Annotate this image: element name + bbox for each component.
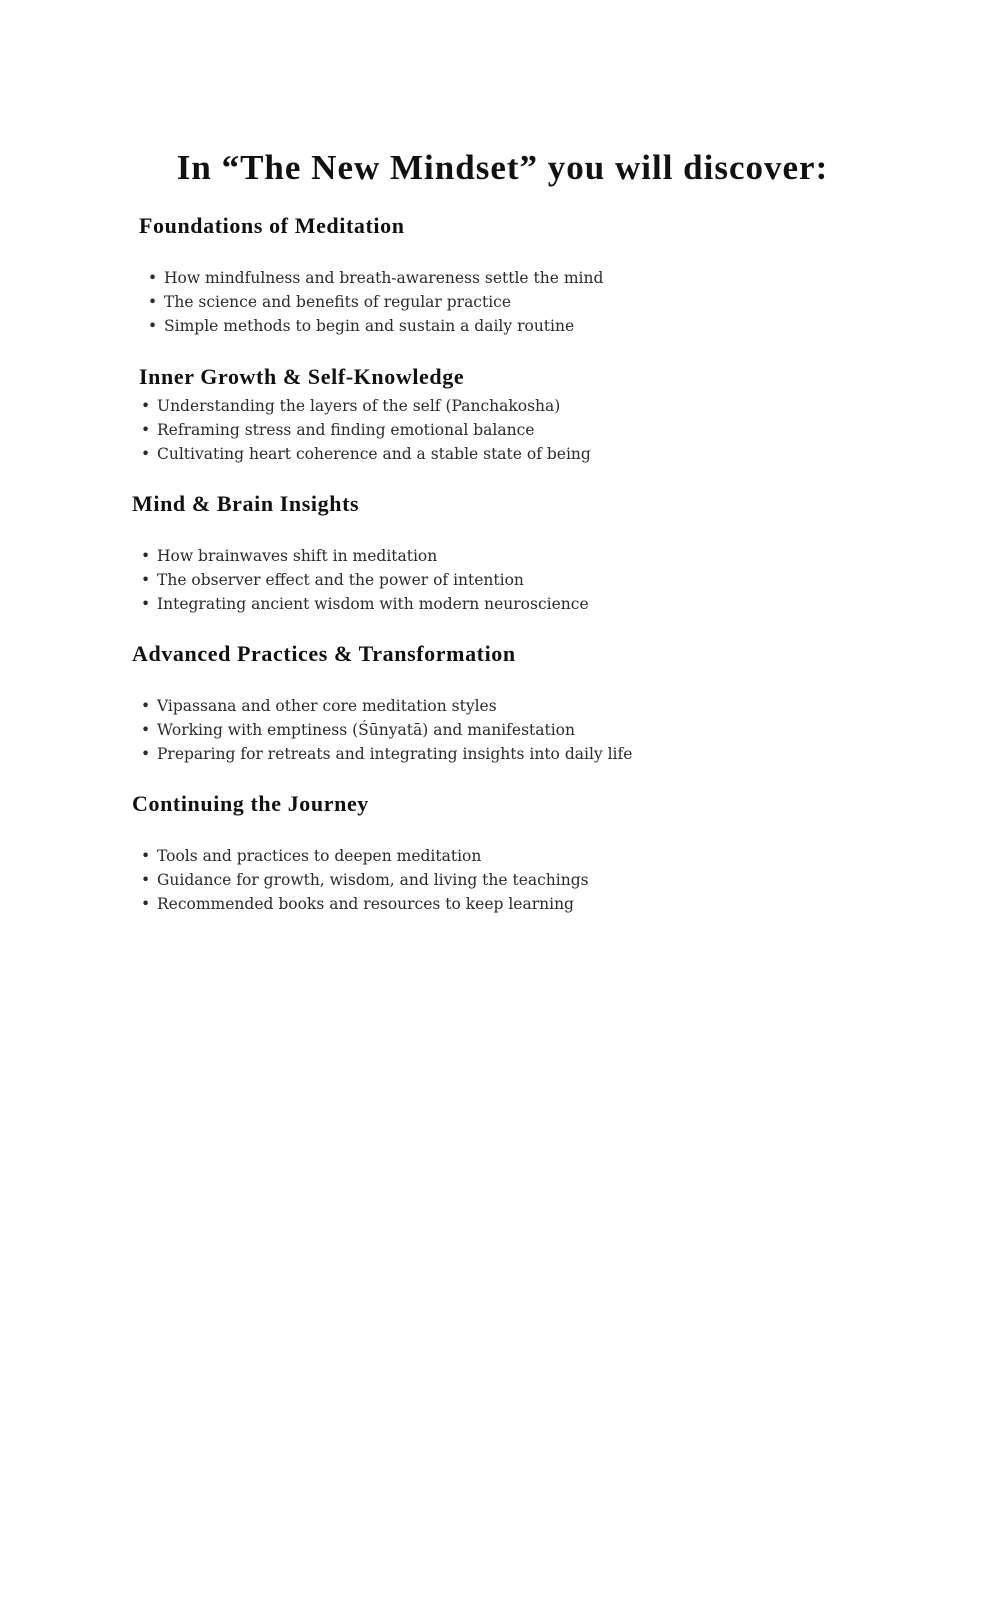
bullet-list bbox=[139, 694, 632, 766]
list-item: • Working with emptiness (Śūnyatā) and manifestation bbox=[139, 718, 632, 742]
section-heading: Inner Growth & Self-Knowledge bbox=[139, 364, 465, 389]
bullet-list bbox=[139, 544, 589, 616]
section-continuing-the-journey bbox=[132, 790, 589, 916]
list-item: • Guidance for growth, wisdom, and living the teachings bbox=[139, 868, 589, 892]
list-item: • Vipassana and other core meditation styles bbox=[139, 694, 632, 718]
section-inner-growth bbox=[139, 363, 591, 466]
page-title: In “The New Mindset” you will discover: bbox=[176, 148, 829, 187]
list-item: • Integrating ancient wisdom with modern neuroscience bbox=[139, 592, 589, 616]
section-heading: Foundations of Meditation bbox=[139, 213, 405, 238]
list-item: • Preparing for retreats and integrating insights into daily life bbox=[139, 742, 632, 766]
list-item: • Recommended books and resources to keep learning bbox=[139, 892, 589, 916]
section-heading: Continuing the Journey bbox=[132, 791, 369, 816]
list-item: • Cultivating heart coherence and a stable state of being bbox=[139, 442, 591, 466]
list-item: • How mindfulness and breath-awareness settle the mind bbox=[146, 266, 603, 290]
list-item: • How brainwaves shift in meditation bbox=[139, 544, 589, 568]
list-item: • Understanding the layers of the self (Panchakosha) bbox=[139, 394, 591, 418]
section-advanced-practices bbox=[132, 640, 632, 766]
section-foundations-of-meditation bbox=[139, 212, 603, 338]
section-mind-brain-insights bbox=[132, 490, 589, 616]
section-heading: Advanced Practices & Transformation bbox=[132, 641, 516, 666]
list-item: • Tools and practices to deepen meditation bbox=[139, 844, 589, 868]
bullet-list bbox=[146, 266, 603, 338]
section-heading: Mind & Brain Insights bbox=[132, 491, 360, 516]
list-item: • Simple methods to begin and sustain a daily routine bbox=[146, 314, 603, 338]
list-item: • The observer effect and the power of intention bbox=[139, 568, 589, 592]
list-item: • Reframing stress and finding emotional balance bbox=[139, 418, 591, 442]
bullet-list bbox=[139, 844, 589, 916]
bullet-list bbox=[139, 394, 591, 466]
list-item: • The science and benefits of regular practice bbox=[146, 290, 603, 314]
